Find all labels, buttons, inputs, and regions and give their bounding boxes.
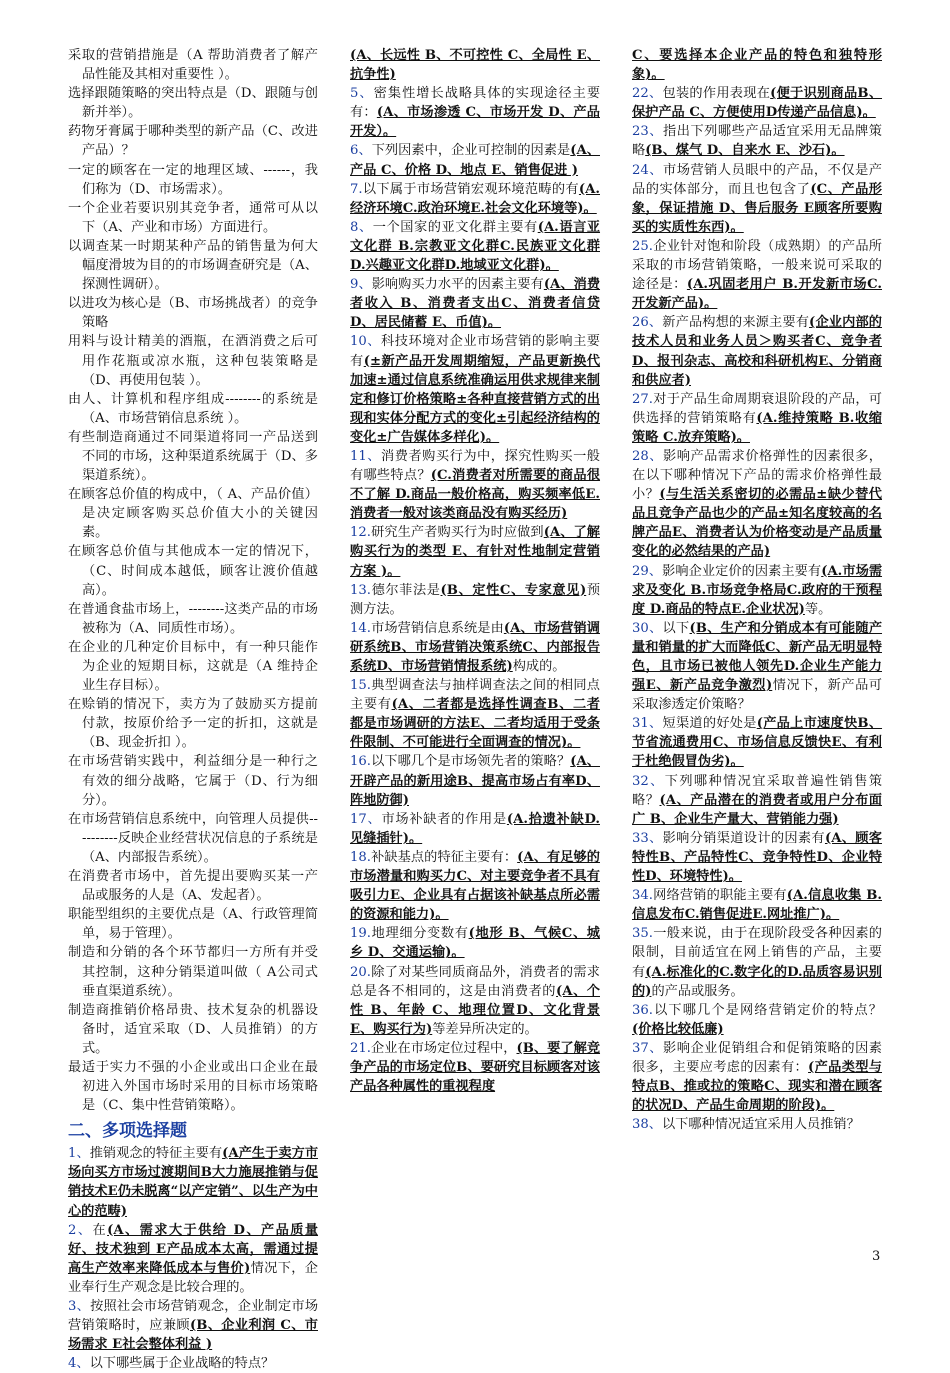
answer-text: (A、了解购买行为的类型 E、有针对性地制定营销方案 )。 <box>350 525 600 579</box>
question-text: 德尔菲法是 <box>370 582 441 598</box>
question-text: 市场补缺者的作用是 <box>381 811 507 827</box>
answer-text: (A、消费者收入 B、消费者支出C、消费者信贷 D、居民储蓄 E、币值)。 <box>350 277 601 331</box>
single-choice-item <box>68 161 318 199</box>
multi-choice-item <box>632 772 882 829</box>
answer-text: (A、需求大于供给 D、产品质量好、技术独到 E产品成本太高，需通过提高生产效率来降低成本与售价) <box>68 1222 319 1276</box>
column-middle <box>350 46 600 1096</box>
multi-choice-item <box>350 523 600 580</box>
multi-choice-item <box>632 161 882 237</box>
question-text: 有些制造商通过不同渠道将同一产品送到不同的市场，这种渠道系统属于（D、多渠道系统）。 <box>68 429 318 484</box>
multi-choice-item <box>68 1144 318 1220</box>
question-text: 以进攻为核心是（B、市场挑战者）的竞争策略 <box>68 296 318 331</box>
question-number: 27. <box>632 391 653 407</box>
question-text: 下列哪种情况宜采取普遍性销售策略？ <box>632 773 883 808</box>
question-text: 影响企业促销组合和促销策略的因素很多，主要应考虑的因素有： <box>632 1040 882 1075</box>
question-number: 20. <box>350 964 371 980</box>
question-text: 采取的营销措施是（A 帮助消费者了解产品性能及其相对重要性 ）。 <box>68 48 318 83</box>
question-text: 在市场营销信息系统中，向管理人员提供----------反映企业经营状况信息的子系统是（A、内部报告系统）。 <box>68 811 318 865</box>
question-text: 以下哪几个是市场领先者的策略？ <box>370 754 571 770</box>
question-number: 37、 <box>632 1040 664 1056</box>
single-choice-item <box>68 695 318 752</box>
question-text: 按照社会市场营销观念，企业制定市场营销策略时，应兼顾 <box>68 1299 319 1334</box>
answer-text: (A.维持策略 B.收缩策略 C.放弃策略)。 <box>632 410 882 445</box>
question-text: 药物牙膏属于哪种类型的新产品（C、改进产品）？ <box>68 124 318 159</box>
question-text: 一个企业若要识别其竞争者，通常可从以下（A、产业和市场）方面进行。 <box>68 200 318 235</box>
single-choice-item <box>68 122 318 160</box>
question-text: 在赊销的情况下，卖方为了鼓励买方提前付款，按原价给予一定的折扣，这就是（B、现金折扣 ）。 <box>68 697 318 751</box>
question-text: 下列因素中，企业可控制的因素是 <box>371 143 571 159</box>
question-text: 企业在市场定位过程中， <box>370 1040 517 1056</box>
question-text: 一个国家的亚文化群主要有 <box>372 219 538 235</box>
question-text: 包装的作用表现在 <box>662 86 771 102</box>
single-choice-item <box>68 294 318 332</box>
multi-choice-item <box>68 1297 318 1354</box>
answer-text: (A、市场营销调研系统B、市场营销决策系统C、内部报告系统D、市场营销情报系统) <box>350 620 600 674</box>
column-right <box>632 46 882 1134</box>
question-number: 18. <box>350 849 371 865</box>
answer-text: (A.语言亚文化群 B.宗教亚文化群C.民族亚文化群 D.兴趣亚文化群D.地域亚文化群)。 <box>350 219 601 274</box>
question-number: 38、 <box>632 1117 662 1133</box>
question-text: 影响企业定价的因素主要有 <box>662 563 822 579</box>
answer-text: (便于识别商品B、保护产品 C、方便使用D传递产品信息)。 <box>632 86 883 121</box>
single-choice-item <box>68 810 318 867</box>
question-number: 14. <box>350 620 371 636</box>
multi-choice-item <box>350 332 600 447</box>
answer-text: (A.经济环境C.政治环境E.社会文化环境等)。 <box>350 181 600 216</box>
answer-text: (A、二者都是选择性调查B、二者都是市场调研的方法E、二者均适用于受条件限制、不可能进行全面调查的情况)。 <box>350 697 600 751</box>
multi-choice-item <box>632 924 882 1000</box>
column-left <box>68 46 318 1373</box>
answer-text: (A、产品潜在的消费者或用户分布面广 B、企业生产量大、营销能力强) <box>632 792 882 827</box>
multi-choice-item <box>632 829 882 886</box>
question-number: 34. <box>632 888 653 904</box>
answer-text: (B、企业利润 C、市场需求 E社会整体利益 ) <box>68 1318 318 1353</box>
multi-choice-item <box>632 886 882 924</box>
question-number: 12. <box>350 525 371 541</box>
question-number: 3、 <box>68 1299 91 1314</box>
answer-text: (A、个性 B、年龄 C、地理位置D、文化背景E、购买行为) <box>350 983 600 1037</box>
question-text: 制造商推销价格昂贵、技术复杂的机器设备时，适宜采取（D、人员推销）的方式。 <box>68 1002 318 1056</box>
answer-text: (A.拾遗补缺D.见缝插针)。 <box>350 811 600 846</box>
answer-text: (产品上市速度快B、节省流通费用C、市场信息反馈快E、有利于杜绝假冒伪劣)。 <box>632 716 883 770</box>
question-text: 市场营销信息系统是由 <box>370 620 504 636</box>
answer-text: (A.市场需求及变化 B.市场竞争格局C.政府的干预程度 D.商品的特点E.企业状况) <box>632 563 883 617</box>
section-title: 二、多项选择题 <box>68 1121 187 1142</box>
multi-choice-item <box>632 313 882 389</box>
multi-choice-item <box>632 390 882 447</box>
multi-choice-item <box>350 676 600 752</box>
question-text: 影响分销渠道设计的因素有 <box>662 830 825 846</box>
question-text-tail: 等差异所决定的。 <box>432 1021 538 1037</box>
question-text: 职能型组织的主要优点是（A、行政管理简单，易于管理）。 <box>68 907 318 942</box>
answer-text: (A、有足够的市场潜量和购买力C、对主要竞争者不具有吸引力E、企业具有占据该补缺基点所必需的资源和能力)。 <box>350 849 600 923</box>
question-number: 22、 <box>632 86 663 102</box>
question-text: 以下哪种情况适宜采用人员推销？ <box>661 1117 860 1133</box>
multi-choice-item <box>350 84 600 141</box>
answer-text: (企业内部的技术人员和业务人员＞购买者C、竞争者D、报刊杂志、高校和科研机构E、分销商和供应者) <box>632 315 882 388</box>
question-text-tail: 等。 <box>804 601 832 617</box>
single-choice-item <box>68 237 318 294</box>
question-text: 指出下列哪些产品适宜采用无品牌策略 <box>632 124 882 159</box>
answer-text: (A、产品 C、价格 D、地点 E、销售促进 ) <box>350 143 600 178</box>
single-choice-item <box>68 905 318 943</box>
multi-choice-item <box>632 447 882 562</box>
question-text: 对于产品生命周期衰退阶段的产品，可供选择的营销策略有 <box>632 391 882 426</box>
question-text: 用料与设计精美的酒瓶，在酒消费之后可用作花瓶或凉水瓶，这种包装策略是（D、再使用包装 ）。 <box>68 334 318 388</box>
question-text: 最适于实力不强的小企业或出口企业在最初进入外国市场时采用的目标市场策略是（C、集中性营销策略）。 <box>68 1059 318 1114</box>
question-number: 35. <box>632 926 653 942</box>
multi-choice-item <box>632 1115 882 1134</box>
answer-text: (B、生产和分销成本有可能随产量和销量的扩大而降低C、新产品无明显特色，且市场已被他人领先D.企业生产能力强E、新产品竞争激烈) <box>632 620 883 694</box>
question-text: 以下哪几个是网络营销定价的特点？ <box>652 1002 882 1018</box>
question-text: 在 <box>92 1222 108 1238</box>
multi-choice-item <box>350 963 600 1039</box>
single-choice-item <box>68 1058 318 1115</box>
question-text: 网络营销的职能主要有 <box>652 888 787 904</box>
question-text-tail: 情况下，企业奉行生产观念是比较合理的。 <box>68 1260 318 1295</box>
question-number: 32、 <box>632 773 665 789</box>
answer-text: (B、定性C、专家意见) <box>440 582 587 598</box>
question-number: 10、 <box>350 334 382 350</box>
question-number: 1、 <box>68 1146 90 1162</box>
single-choice-item <box>68 390 318 428</box>
question-text-tail: 预测方法。 <box>350 582 601 617</box>
question-number: 26、 <box>632 315 663 331</box>
answer-text: (价格比较低廉) <box>632 1021 724 1037</box>
question-text: 企业针对饱和阶段（成熟期）的产品所采取的市场营销策略，一般来说可采取的途径是： <box>632 238 882 293</box>
answer-text: (A产生于卖方市场向买方市场过渡期间B大力施展推销与促销技术E仍未脱离“以产定销”、以生产为中心的范畴) <box>68 1146 319 1219</box>
multi-choice-item <box>632 619 882 714</box>
question-text: 研究生产者购买行为时应做到 <box>370 525 544 541</box>
multi-choice-item <box>632 1039 882 1115</box>
multi-choice-item <box>350 619 600 676</box>
answer-text: (产品类型与特点B、推或拉的策略C、现实和潜在顾客的状况D、产品生命周期的阶段)。 <box>632 1059 882 1114</box>
page-number: 3 <box>872 1249 881 1264</box>
question-text: 除了对某些同质商品外，消费者的需求总是各不相同的，这是由消费者的 <box>350 964 600 999</box>
answer-text: (与生活关系密切的必需品±缺少替代品且竞争产品也少的产品±知名度较高的名牌产品E、消费者认为价格变动是产品质量变化的必然结果的产品) <box>632 487 882 560</box>
single-choice-item <box>68 867 318 905</box>
answer-text: (A、长远性 B、不可控性 C、全局性 E、抗争性) <box>350 48 600 83</box>
question-text: 推销观念的特征主要有 <box>89 1146 223 1162</box>
question-text: 补缺基点的特征主要有： <box>370 849 518 865</box>
question-text: 由人、计算机和程序组成--------的系统是（A、市场营销信息系统 ）。 <box>68 391 318 426</box>
question-text: 在普通食盐市场上，--------这类产品的市场被称为（A、同质性市场）。 <box>68 601 318 636</box>
answer-text: (C.消费者对所需要的商品很不了解 D.商品一般价格高，购买频率低E.消费者一般对该类商品没有购买经历) <box>350 468 601 522</box>
multi-choice-item <box>632 562 882 619</box>
multi-choice-item <box>350 810 600 848</box>
question-text: 制造和分销的各个环节都归一方所有并受其控制，这种分销渠道叫做（ A公司式垂直渠道系统）。 <box>68 945 318 999</box>
question-text: 科技环境对企业市场营销的影响主要有 <box>350 334 600 369</box>
single-choice-item <box>68 485 318 542</box>
answer-text: C、要选择本企业产品的特色和独特形象)。 <box>632 48 882 83</box>
question-number: 11、 <box>350 448 382 464</box>
answer-text: (A.标准化的C.数字化的D.品质容易识别的) <box>632 964 882 999</box>
multi-choice-item <box>350 581 600 619</box>
multi-choice-item <box>350 180 600 218</box>
single-choice-item <box>68 752 318 809</box>
answer-text: (A、开辟产品的新用途B、提高市场占有率D、阵地防御) <box>350 754 600 808</box>
question-text-tail: 的产品或服务。 <box>651 983 744 999</box>
question-text: 在市场营销实践中，利益细分是一种行之有效的细分战略，它属于（D、行为细分）。 <box>68 754 318 808</box>
question-number: 2、 <box>68 1222 93 1238</box>
question-text-tail: 情况下，新产品可采取渗透定价策略？ <box>632 678 882 713</box>
question-number: 24、 <box>632 162 664 178</box>
answer-text: (B、煤气 D、自来水 E、沙石)。 <box>645 143 845 159</box>
answer-text: (A、顾客特性B、产品特性C、竞争特性D、企业特性D、环境特性)。 <box>632 830 882 885</box>
multi-choice-item <box>350 752 600 809</box>
question-number: 15. <box>350 678 371 694</box>
question-text: 在企业的几种定价目标中，有一种只能作为企业的短期目标，这就是（A 维持企业生存目标）。 <box>68 639 318 694</box>
multi-choice-item <box>350 924 600 962</box>
answer-text: (B、要了解竞争产品的市场定位B、要研究目标顾客对该产品各种属性的重视程度 <box>350 1040 601 1095</box>
single-choice-item <box>68 943 318 1000</box>
question-number: 8、 <box>350 219 373 235</box>
single-choice-item <box>68 46 318 84</box>
multi-choice-item <box>350 1039 600 1096</box>
single-choice-item <box>68 600 318 638</box>
question-text: 一般来说，由于在现阶段受各种因素的限制，目前适宜在网上销售的产品，主要有 <box>632 926 882 980</box>
single-choice-item <box>68 84 318 122</box>
answer-text: (A.巩固老用户 B.开发新市场C.开发新产品)。 <box>632 277 883 312</box>
multi-choice-item <box>632 237 882 313</box>
question-text: 在消费者市场中，首先提出要购买某一产品或服务的人是（A、发起者）。 <box>68 869 318 904</box>
question-number: 7. <box>350 181 363 197</box>
question-number: 30、 <box>632 620 663 636</box>
multi-choice-item <box>350 275 600 332</box>
question-number: 25. <box>632 238 653 254</box>
question-number: 13. <box>350 582 371 598</box>
multi-choice-item <box>350 218 600 275</box>
question-text: 以下哪些属于企业战略的特点？ <box>89 1356 275 1372</box>
question-number: 36. <box>632 1002 653 1018</box>
multi-choice-item <box>350 447 600 523</box>
question-text: 影响购买力水平的因素主要有 <box>371 277 544 293</box>
question-number: 16. <box>350 754 371 770</box>
question-text: 以下 <box>662 620 690 636</box>
question-number: 17、 <box>350 811 382 827</box>
single-choice-item <box>68 638 318 695</box>
single-choice-item <box>68 542 318 599</box>
multi-choice-item <box>632 122 882 160</box>
question-text: 新产品构想的来源主要有 <box>662 315 810 331</box>
question-text: 短渠道的好处是 <box>662 716 757 732</box>
answer-text: (A、市场渗透 C、市场开发 D、产品开发）。 <box>350 105 600 140</box>
question-text: 以下属于市场营销宏观环境范畴的有 <box>362 181 579 197</box>
question-number: 28、 <box>632 448 664 464</box>
question-text: 密集性增长战略具体的实现途径主要有： <box>350 86 601 121</box>
question-text: 以调查某一时期某种产品的销售量为何大幅度滑坡为目的的市场调查研究是（A、探测性调研）。 <box>68 238 318 293</box>
multi-choice-item <box>350 46 600 84</box>
question-text: 地理细分变数有 <box>370 926 469 942</box>
multi-choice-item <box>632 84 882 122</box>
question-text: 在顾客总价值的构成中，（ A、产品价值）是决定顾客购买总价值大小的关键因素。 <box>68 487 318 541</box>
multi-choice-item <box>632 46 882 84</box>
question-text-tail: 构成的。 <box>512 659 566 674</box>
single-choice-item <box>68 1001 318 1058</box>
multi-choice-item <box>68 1354 318 1373</box>
single-choice-item <box>68 428 318 485</box>
answer-text: (地形 B、气候C、城乡 D、交通运输)。 <box>350 926 600 961</box>
question-text: 典型调查法与抽样调查法之间的相同点主要有 <box>350 678 600 713</box>
question-text: 影响产品需求价格弹性的因素很多，在以下哪种情况下产品的需求价格弹性最小？ <box>632 448 882 503</box>
multi-choice-item <box>350 141 600 179</box>
single-choice-item <box>68 199 318 237</box>
question-number: 23、 <box>632 124 664 140</box>
question-number: 33、 <box>632 830 663 846</box>
multi-choice-item <box>632 714 882 771</box>
answer-text: (±新产品开发周期缩短，产品更新换代加速±通过信息系统准确运用供求规律来制定和修订价格策略±各种直接营销方式的出现和实体分配方式的变化±引起经济结构的变化±广告媒体多样化)。 <box>350 353 601 445</box>
question-text: 市场营销人员眼中的产品，不仅是产品的实体部分，而且也包含了 <box>632 162 882 197</box>
question-number: 19. <box>350 926 371 942</box>
question-number: 31、 <box>632 716 663 732</box>
answer-text: (C、产品形象，保证措施 D、售后服务 E顾客所要购买的实质性东西)。 <box>632 181 882 235</box>
multi-choice-item <box>632 1001 882 1039</box>
single-choice-item <box>68 332 318 389</box>
question-text: 消费者购买行为中，探究性购买一般有哪些特点？ <box>350 448 600 484</box>
question-number: 4、 <box>68 1356 90 1372</box>
question-number: 5、 <box>350 86 374 102</box>
question-text: 一定的顾客在一定的地理区域、------，我们称为（D、市场需求）。 <box>68 162 318 197</box>
question-text: 在顾客总价值与其他成本一定的情况下，（C、时间成本越低，顾客让渡价值越高）。 <box>68 544 318 598</box>
multi-choice-item <box>68 1221 318 1297</box>
question-text: 选择跟随策略的突出特点是（D、跟随与创新并举）。 <box>68 86 318 121</box>
question-number: 6、 <box>350 143 372 159</box>
multi-choice-item <box>350 848 600 924</box>
question-number: 21. <box>350 1040 371 1056</box>
answer-text: (A.信息收集 B.信息发布C.销售促进E.网址推广)。 <box>632 888 882 923</box>
question-number: 9、 <box>350 277 372 293</box>
question-number: 29、 <box>632 563 663 579</box>
